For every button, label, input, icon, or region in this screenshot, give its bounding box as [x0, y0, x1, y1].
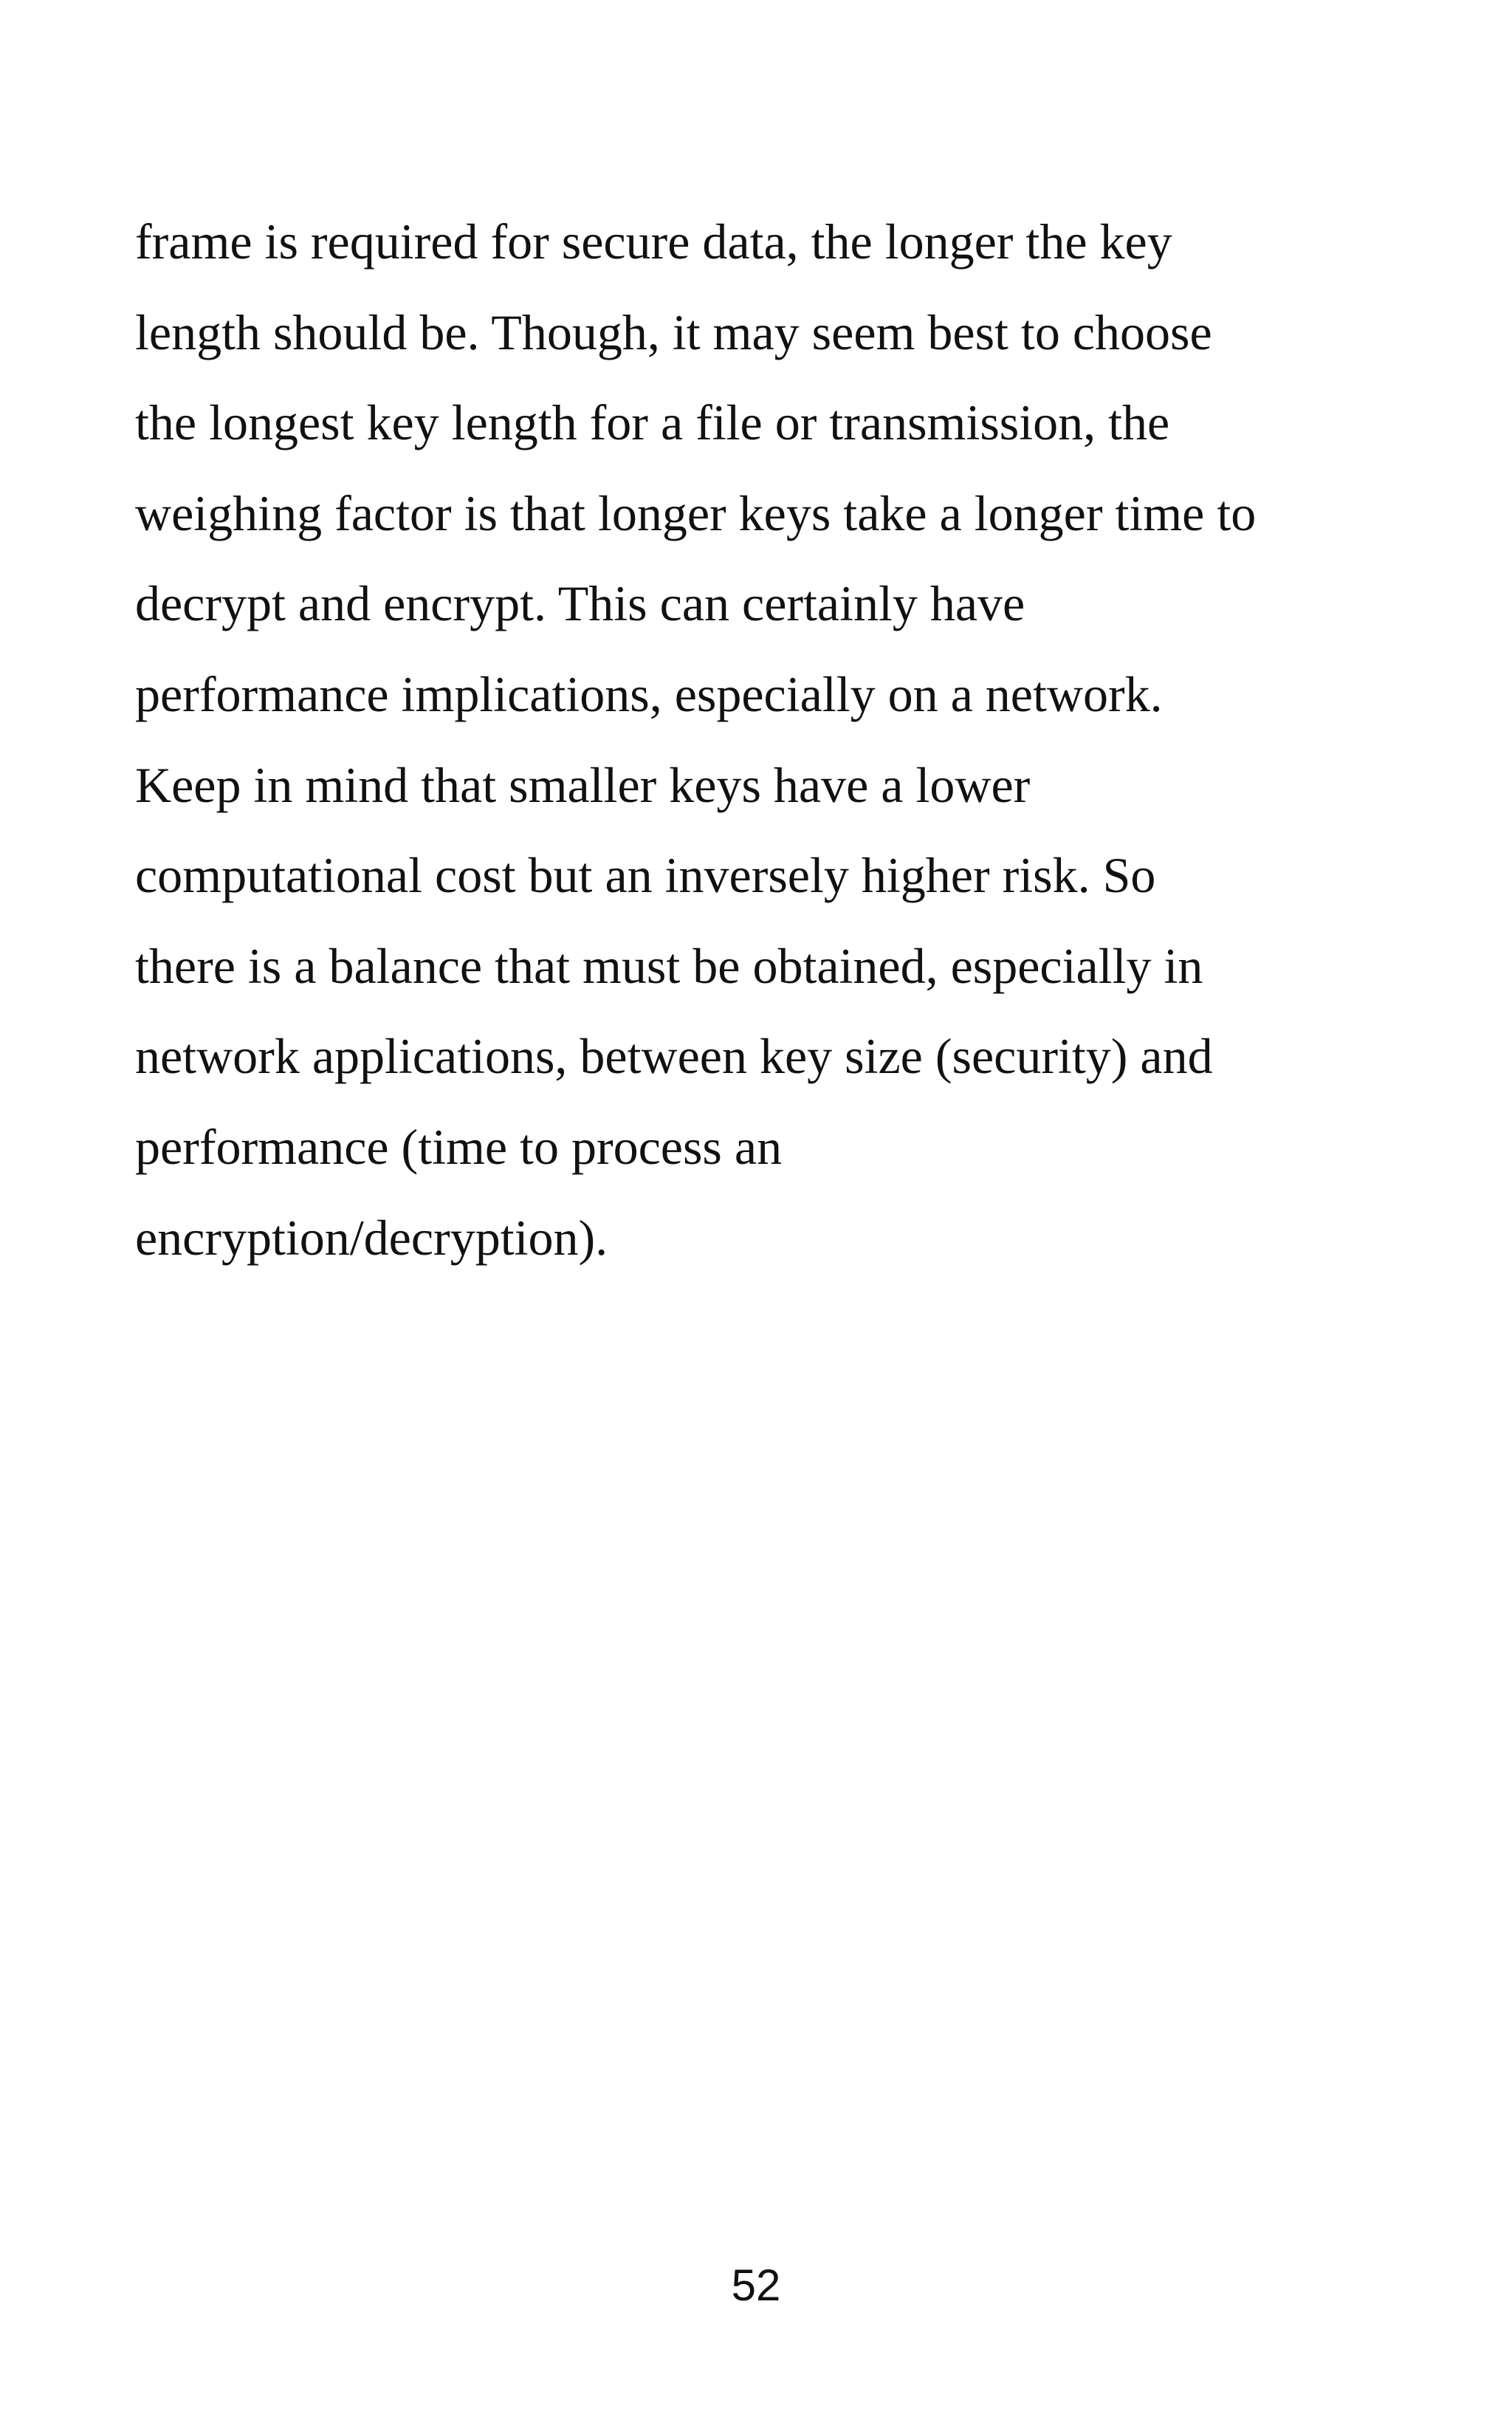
text-line: frame is required for secure data, the longer the key	[135, 213, 1172, 270]
body-paragraph	[135, 196, 1405, 1283]
text-line: performance (time to process an	[135, 1118, 783, 1175]
text-line: performance implications, especially on a network.	[135, 665, 1163, 722]
page-number: 52	[731, 2260, 781, 2310]
text-line: encryption/decryption).	[135, 1209, 608, 1266]
text-line: the longest key length for a file or transmission, the	[135, 394, 1170, 451]
text-line: weighing factor is that longer keys take a longer time to	[135, 484, 1257, 541]
text-line: length should be. Though, it may seem best to choose	[135, 304, 1212, 360]
text-line: there is a balance that must be obtained, especially in	[135, 937, 1203, 994]
text-line: decrypt and encrypt. This can certainly have	[135, 575, 1025, 632]
text-line: computational cost but an inversely higher risk. So	[135, 847, 1156, 904]
text-line: network applications, between key size (security) and	[135, 1028, 1213, 1085]
text-line: Keep in mind that smaller keys have a lower	[135, 756, 1031, 813]
